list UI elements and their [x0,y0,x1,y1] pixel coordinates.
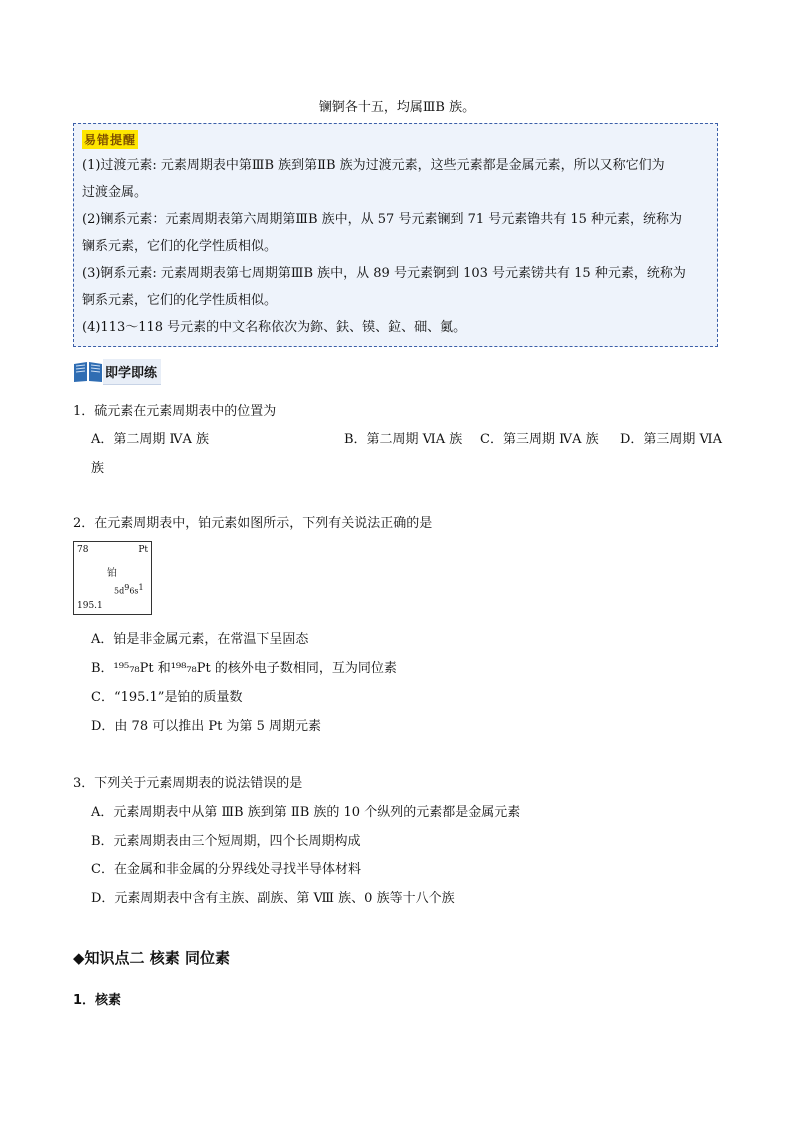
question-1-stem: 1．硫元素在元素周期表中的位置为 [73,404,277,419]
q2-option-c: C．“195.1”是铂的质量数 [91,690,243,705]
tip-badge: 易错提醒 [82,130,138,149]
knowledge-point-title: ◆知识点二 核素 同位素 [73,949,230,967]
question-2-stem: 2．在元素周期表中，铂元素如图所示，下列有关说法正确的是 [73,516,433,531]
element-cell-platinum [73,541,152,615]
tip-line: (4)113～118 号元素的中文名称依次为鉨、鈇、镆、鉝、鿬、鿫。 [82,320,467,335]
q1-option-b: B．第二周期 ⅥA 族 [344,432,463,447]
q1-option-a: A．第二周期 ⅣA 族 [91,432,210,447]
q1-option-c: C．第三周期 ⅣA 族 [480,432,599,447]
tip-line: 过渡金属。 [82,185,148,200]
q3-option-c: C．在金属和非金属的分界线处寻找半导体材料 [91,862,361,877]
intro-line: 镧锕各十五，均属ⅢB 族。 [318,100,476,115]
element-symbol: Pt [138,545,148,555]
q1-option-d-wrap: 族 [91,461,105,476]
q2-option-a: A．铂是非金属元素，在常温下呈固态 [91,632,309,647]
subsection-title: 1．核素 [73,993,122,1008]
atomic-number: 78 [77,545,89,555]
tip-line: (3)锕系元素: 元素周期表第七周期第ⅢB 族中，从 89 号元素锕到 103 号元素铹共有 15 种元素，统称为 [82,266,686,281]
tip-line: 锕系元素，它们的化学性质相似。 [82,293,278,308]
q2-option-b: B．¹⁹⁵₇₈Pt 和¹⁹⁸₇₈Pt 的核外电子数相同，互为同位素 [91,661,397,676]
q3-option-d: D．元素周期表中含有主族、副族、第 Ⅷ 族、0 族等十八个族 [91,891,455,906]
section-label: 即学即练 [103,359,161,385]
tip-box [73,123,718,347]
tip-line: (2)镧系元素：元素周期表第六周期第ⅢB 族中，从 57 号元素镧到 71 号元素镥共有 15 种元素，统称为 [82,212,683,227]
tip-line: (1)过渡元素: 元素周期表中第ⅢB 族到第ⅡB 族为过渡元素，这些元素都是金属元素，所以又称它们为 [82,158,665,173]
q3-option-a: A．元素周期表中从第 ⅢB 族到第 ⅡB 族的 10 个纵列的元素都是金属元素 [91,805,521,820]
atomic-mass: 195.1 [77,601,103,611]
q1-option-d: D．第三周期 ⅥA [620,432,723,447]
tip-line: 镧系元素，它们的化学性质相似。 [82,239,278,254]
q3-option-b: B．元素周期表由三个短周期，四个长周期构成 [91,834,361,849]
element-name: 铂 [107,568,117,579]
electron-config: $5d^96s^1$ [114,583,144,596]
practice-section-header [73,359,161,385]
question-3-stem: 3．下列关于元素周期表的说法错误的是 [73,776,303,791]
book-icon [73,360,103,384]
q2-option-d: D．由 78 可以推出 Pt 为第 5 周期元素 [91,719,322,734]
